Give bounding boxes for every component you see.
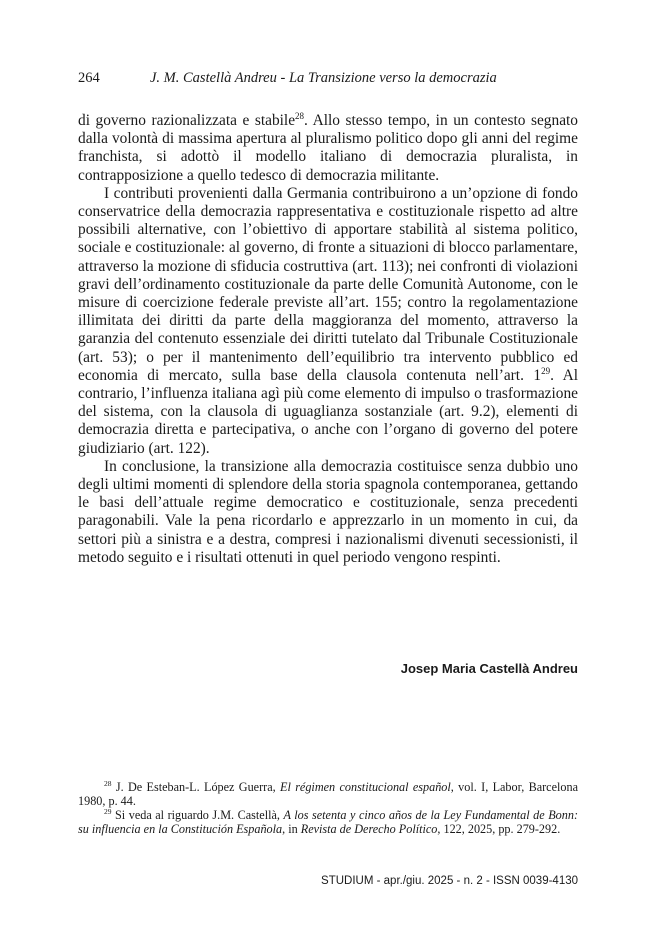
footnote-28-title: El régimen constitucional español <box>280 780 451 794</box>
paragraph-2-text-b: . Al contrario, l’influenza italiana agì più come elemento di impulso o trasformazione del sistema, con la clausola di uguaglianza sostanziale (art. 9.2), elementi di democrazia diretta e partecipativa, o anche con l’organo di governo del potere giudiziario (art. 122). <box>78 366 578 457</box>
running-title: J. M. Castellà Andreu - La Transizione verso la democrazia <box>150 70 497 86</box>
paragraph-2 <box>78 185 578 458</box>
footnote-29 <box>78 808 578 836</box>
journal-footer: STUDIUM - apr./giu. 2025 - n. 2 - ISSN 0039-4130 <box>321 875 578 887</box>
footnote-28-text-b: , vol. I, Labor, Barcelona 1980, p. 44. <box>78 780 578 808</box>
footnote-ref-28[interactable]: 28 <box>295 110 305 121</box>
footnote-28 <box>78 780 578 808</box>
paragraph-1-text-a: di governo razionalizzata e stabile <box>78 112 296 129</box>
footnote-28-text-a: J. De Esteban-L. López Guerra, <box>111 780 281 794</box>
paragraph-2-text-a: I contributi provenienti dalla Germania contribuirono a un’opzione di fondo conservatrice della democrazia rappresentativa e costituzionale rispetto ad altre possibili alternative, con l’obiettivo di apportare stabilità al sistema politico, sociale e costituzionale: al governo, di fronte a situazioni di blocco parlamentare, attraverso la mozione di sfiducia costruttiva (art. 113); nei confronti di violazioni gravi dell’ordinamento costituzionale da parte delle Comunità Autonome, con le misure di coercizione federale previste all’art. 155; contro la regolamentazione illimitata dei diritti da parte della maggioranza del momento, attraverso la garanzia del contenuto essenziale dei diritti tutelato dal Tribunale Costituzionale (art. 53); o per il mantenimento dell’equilibrio tra intervento pubblico ed economia di mercato, sulla base della clausola contenuta nell’art. 1 <box>78 184 578 384</box>
paragraph-1 <box>78 112 578 185</box>
paragraph-1-text-b: . Allo stesso tempo, in un contesto segnato dalla volontà di massima apertura al pluralismo politico dopo gli anni del regime franchista, si adottò il modello italiano di democrazia pluralista, in contrapposizione a quello tedesco di democrazia militante. <box>78 112 578 184</box>
footnote-number-29: 29 <box>104 806 112 816</box>
footnote-ref-29[interactable]: 29 <box>541 365 551 376</box>
footnote-29-text-a: Si veda al riguardo J.M. Castellà, <box>111 808 284 822</box>
body-text <box>78 112 578 567</box>
footnotes <box>78 780 578 836</box>
paragraph-3: In conclusione, la transizione alla democrazia costituisce senza dubbio uno degli ultimi momenti di splendore della storia spagnola contemporanea, gettando le basi dell’attuale regime democratico e costituzionale, senza precedenti paragonabili. Vale la pena ricordarlo e apprezzarlo in un momento in cui, da settori più a sinistra e a destra, compresi i nazionalismi divenuti secessionisti, il metodo seguito e i risultati ottenuti in quel periodo vengono respinti. <box>78 457 578 566</box>
footnote-29-text-b: , in <box>282 822 301 836</box>
page-number: 264 <box>78 70 100 86</box>
footnote-29-title: A los setenta y cinco años de la Ley Fundamental de Bonn: su influencia en la Constitución Española <box>78 808 579 836</box>
author-signature: Josep Maria Castellà Andreu <box>400 661 578 676</box>
running-head <box>78 70 578 90</box>
footnote-29-journal: Revista de Derecho Político <box>300 822 438 836</box>
footnote-29-text-c: , 122, 2025, pp. 279-292. <box>437 822 561 836</box>
footnote-number-28: 28 <box>104 778 112 788</box>
